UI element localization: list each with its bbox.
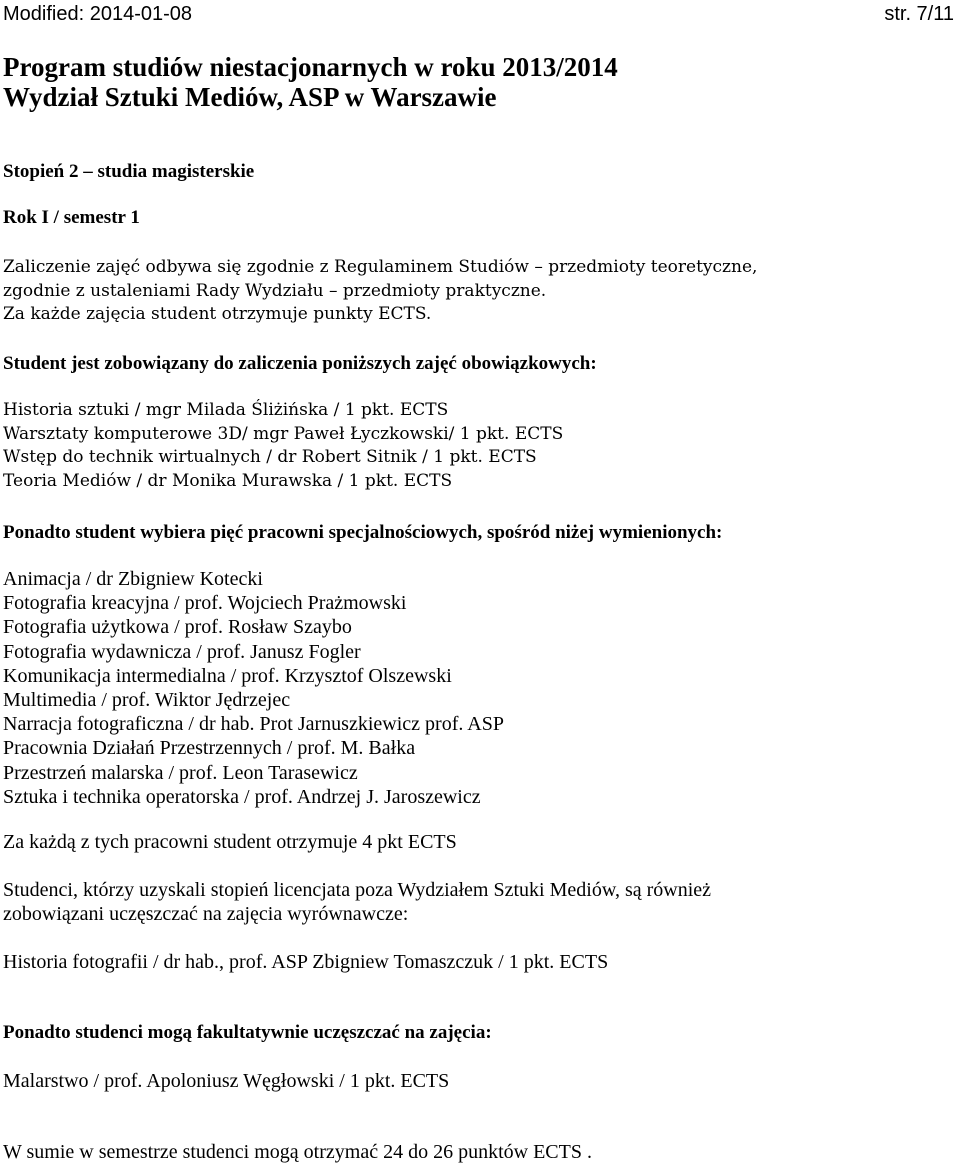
list-item: Komunikacja intermedialna / prof. Krzysztof Olszewski — [3, 664, 452, 687]
studios-points-note: Za każdą z tych pracowni student otrzymuje 4 pkt ECTS — [3, 831, 457, 853]
list-item: Fotografia kreacyjna / prof. Wojciech Prażmowski — [3, 592, 407, 615]
list-item: Pracownia Działań Przestrzennych / prof. M. Bałka — [3, 737, 416, 760]
mandatory-course-list — [3, 399, 563, 493]
mandatory-heading: Student jest zobowiązany do zaliczenia poniższych zajęć obowiązkowych: — [3, 353, 597, 374]
list-item: Teoria Mediów / dr Monika Murawska / 1 pkt. ECTS — [3, 470, 453, 491]
leveling-line: Studenci, którzy uzyskali stopień licencjata poza Wydziałem Sztuki Mediów, są również — [3, 879, 712, 901]
list-item: Fotografia użytkowa / prof. Rosław Szaybo — [3, 616, 352, 639]
degree-heading: Stopień 2 – studia magisterskie — [3, 161, 255, 182]
rules-line: Zaliczenie zajęć odbywa się zgodnie z Regulaminem Studiów – przedmioty teoretyczne, — [3, 257, 758, 277]
page-header — [3, 2, 954, 26]
rules-paragraph — [3, 256, 757, 327]
list-item: Warsztaty komputerowe 3D/ mgr Paweł Łyczkowski/ 1 pkt. ECTS — [3, 423, 564, 444]
list-item: Sztuka i technika operatorska / prof. Andrzej J. Jaroszewicz — [3, 785, 481, 808]
list-item: Wstęp do technik wirtualnych / dr Robert Sitnik / 1 pkt. ECTS — [3, 447, 537, 468]
semester-summary: W sumie w semestrze studenci mogą otrzymać 24 do 26 punktów ECTS . — [3, 1141, 592, 1163]
semester-heading: Rok I / semestr 1 — [3, 207, 140, 228]
list-item: Animacja / dr Zbigniew Kotecki — [3, 568, 263, 590]
list-item: Fotografia wydawnicza / prof. Janusz Fogler — [3, 640, 361, 663]
studios-heading: Ponadto student wybiera pięć pracowni specjalnościowych, spośród niżej wymienionych: — [3, 522, 723, 543]
leveling-paragraph — [3, 878, 711, 926]
studio-list — [3, 567, 504, 809]
list-item: Historia sztuki / mgr Milada Śliżińska / 1 pkt. ECTS — [3, 400, 449, 420]
title-line-2: Wydział Sztuki Mediów, ASP w Warszawie — [3, 82, 497, 112]
leveling-line: zobowiązani uczęszczać na zajęcia wyrównawcze: — [3, 903, 409, 926]
modified-date: Modified: 2014-01-08 — [3, 3, 193, 25]
list-item: Narracja fotograficzna / dr hab. Prot Jarnuszkiewicz prof. ASP — [3, 713, 504, 736]
leveling-course: Historia fotografii / dr hab., prof. ASP Zbigniew Tomaszczuk / 1 pkt. ECTS — [3, 951, 609, 973]
optional-heading: Ponadto studenci mogą fakultatywnie uczęszczać na zajęcia: — [3, 1022, 492, 1043]
title-line-1: Program studiów niestacjonarnych w roku 2013/2014 — [3, 52, 618, 82]
rules-line: Za każde zajęcia student otrzymuje punkty ECTS. — [3, 304, 432, 325]
page-number: str. 7/11 — [884, 3, 954, 25]
list-item: Przestrzeń malarska / prof. Leon Tarasewicz — [3, 761, 358, 784]
optional-course: Malarstwo / prof. Apoloniusz Węgłowski / 1 pkt. ECTS — [3, 1070, 450, 1092]
list-item: Multimedia / prof. Wiktor Jędrzejec — [3, 689, 291, 712]
rules-line: zgodnie z ustaleniami Rady Wydziału – przedmioty praktyczne. — [3, 280, 547, 301]
